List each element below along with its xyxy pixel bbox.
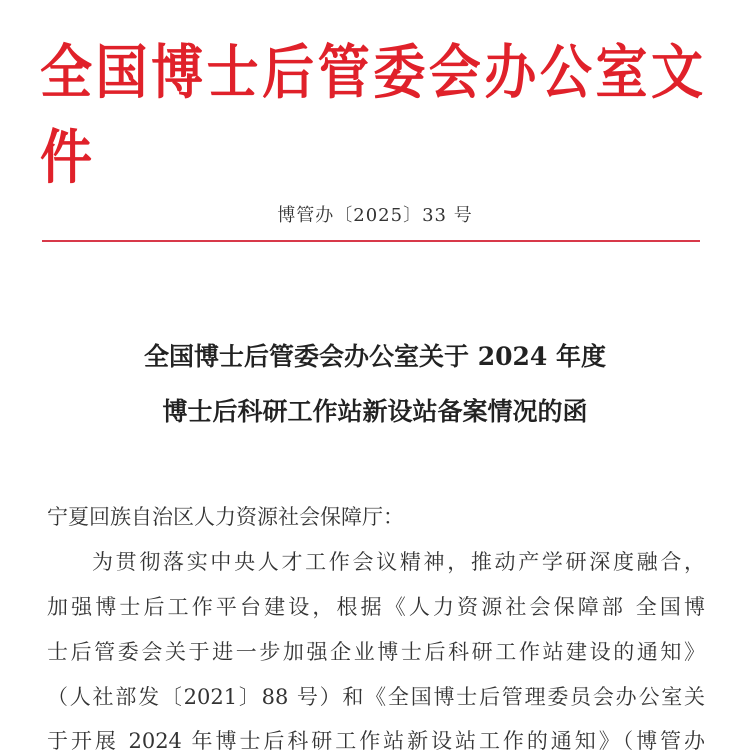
red-divider-rule — [42, 240, 700, 242]
body-line: （人社部发〔2021〕88 号）和《全国博士后管理委员会办公室关 — [47, 685, 705, 709]
document-masthead: 全国博士后管委会办公室文件 — [40, 38, 702, 193]
body-line: 士后管委会关于进一步加强企业博士后科研工作站建设的通知》 — [47, 640, 705, 664]
body-line: 加强博士后工作平台建设，根据《人力资源社会保障部 全国博 — [47, 595, 705, 619]
body-line: 于开展 2024 年博士后科研工作站新设站工作的通知》（博管办 — [47, 729, 705, 753]
document-number: 博管办〔2025〕33 号 — [277, 205, 473, 226]
document-title-line-1: 全国博士后管委会办公室关于 2024 年度 — [144, 342, 606, 371]
document-title-line-2: 博士后科研工作站新设站备案情况的函 — [162, 397, 588, 426]
salutation: 宁夏回族自治区人力资源社会保障厅： — [47, 505, 404, 529]
body-line: 为贯彻落实中央人才工作会议精神，推动产学研深度融合， — [92, 550, 705, 574]
